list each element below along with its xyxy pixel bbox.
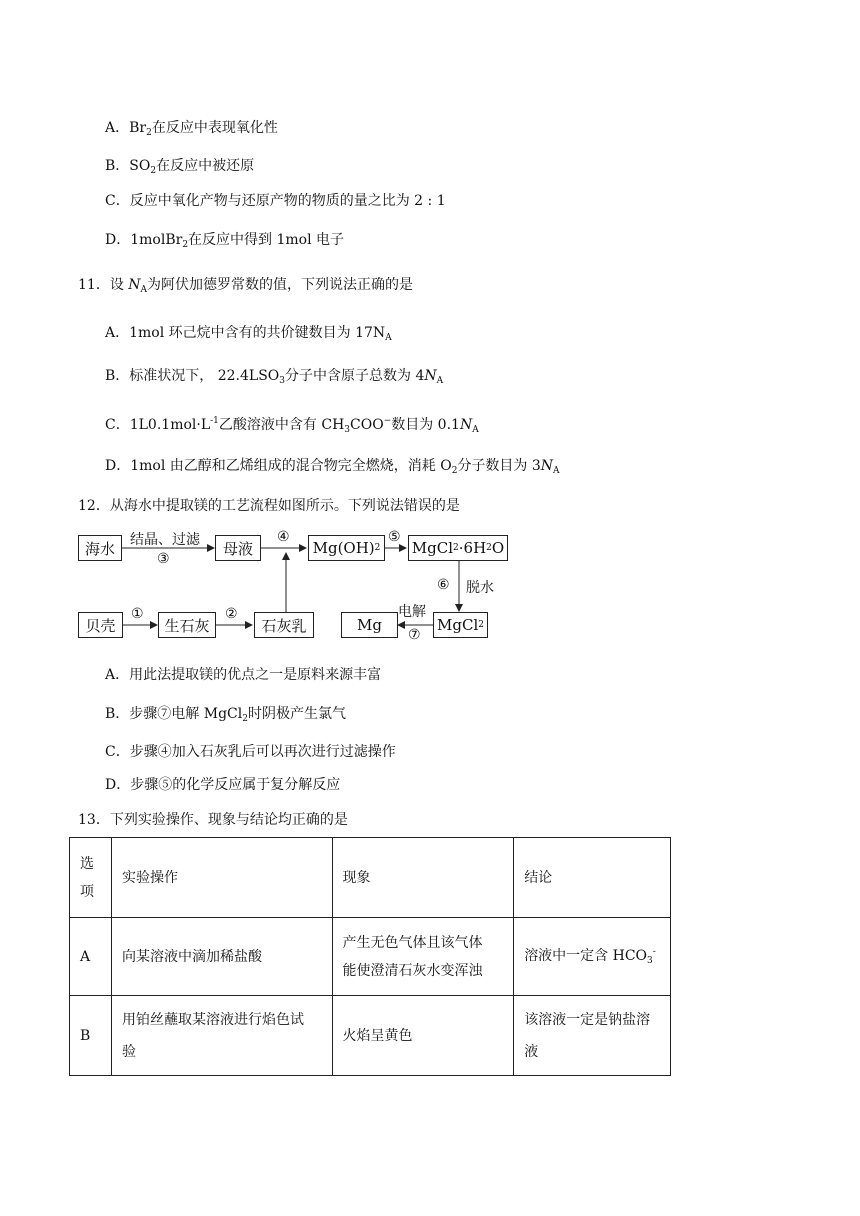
q12-option-d: D．步骤⑤的化学反应属于复分解反应 [105,777,341,793]
table-header-row [70,838,671,918]
table-row [70,918,671,996]
header-phenomenon: 现象 [332,838,514,918]
table-row [70,996,671,1076]
box-mother-liquor: 母液 [215,535,261,561]
label-step7: ⑦ [408,627,421,643]
box-mgoh2: Mg(OH) 2 [308,535,385,561]
label-dehydrate: 脱水 [466,580,494,596]
label-step2: ② [225,606,238,622]
q12-option-c: C．步骤④加入石灰乳后可以再次进行过滤操作 [105,744,396,760]
row-b-conclusion: 该溶液一定是钠盐溶 液 [514,996,671,1076]
q10-option-a: A．$Br_2$在反应中表现氧化性 [105,120,278,138]
box-mg: Mg [341,612,398,638]
box-seawater: 海水 [78,535,122,561]
label-electrolysis: 电解 [398,604,426,620]
box-lime-milk: 石灰乳 [254,612,314,638]
box-shell: 贝壳 [78,612,123,638]
box-mgcl2: MgCl 2 [433,612,488,638]
header-option: 选 项 [70,838,112,918]
q13-stem: 13．下列实验操作、现象与结论均正确的是 [78,812,348,828]
row-b-option: B [70,996,112,1076]
label-step5: ⑤ [388,529,401,545]
q11-option-c: C．$1L0.1mol\cdot L^{-1}$乙酸溶液中含有 $CH_3COO^-$数目为 $0.1N_A$ [105,416,479,435]
box-quicklime: 生石灰 [158,612,216,638]
row-a-option: A [70,918,112,996]
label-step4: ④ [277,529,290,545]
row-b-phenomenon: 火焰呈黄色 [332,996,514,1076]
box-mgcl2-hexahydrate: MgCl 2 ·6H 2 O [408,535,508,561]
q10-option-d: D．1molBr$_2$在反应中得到 1mol 电子 [105,232,345,250]
q11-option-a: A．1mol 环己烷中含有的共价键数目为 $17N_A$ [105,325,392,343]
q12-option-b: B．步骤⑦电解 MgCl$_2$时阴极产生氯气 [105,706,346,724]
q11-option-d: D．1mol 由乙醇和乙烯组成的混合物完全燃烧，消耗 $O_2$分子数目为 $3N_A$ [105,458,560,476]
q12-stem: 12．从海水中提取镁的工艺流程如图所示。下列说法错误的是 [78,498,460,514]
row-a-operation: 向某溶液中滴加稀盐酸 [111,918,332,996]
label-step1: ① [131,606,144,622]
row-a-phenomenon: 产生无色气体且该气体 能使澄清石灰水变浑浊 [332,918,514,996]
q12-option-a: A．用此法提取镁的优点之一是原料来源丰富 [105,667,382,683]
header-conclusion: 结论 [514,838,671,918]
q11-option-b: B．标准状况下， $22.4LSO_3$分子中含原子总数为 $4N_A$ [105,368,444,386]
q10-option-b: B．$SO_2$在反应中被还原 [105,158,255,176]
experiment-table [69,837,671,1076]
row-b-operation: 用铂丝蘸取某溶液进行焰色试 验 [111,996,332,1076]
q10-option-c: C．反应中氧化产物与还原产物的物质的量之比为 2 : 1 [105,193,446,209]
header-operation: 实验操作 [111,838,332,918]
label-step3: ③ [157,551,170,567]
label-step6: ⑥ [437,577,450,593]
label-crystal-filter: 结晶、过滤 [130,532,200,548]
row-a-conclusion: 溶液中一定含 $HCO_3^-$ [514,918,671,996]
q11-stem: 11．设 $N_A$为阿伏加德罗常数的值，下列说法正确的是 [78,277,414,295]
